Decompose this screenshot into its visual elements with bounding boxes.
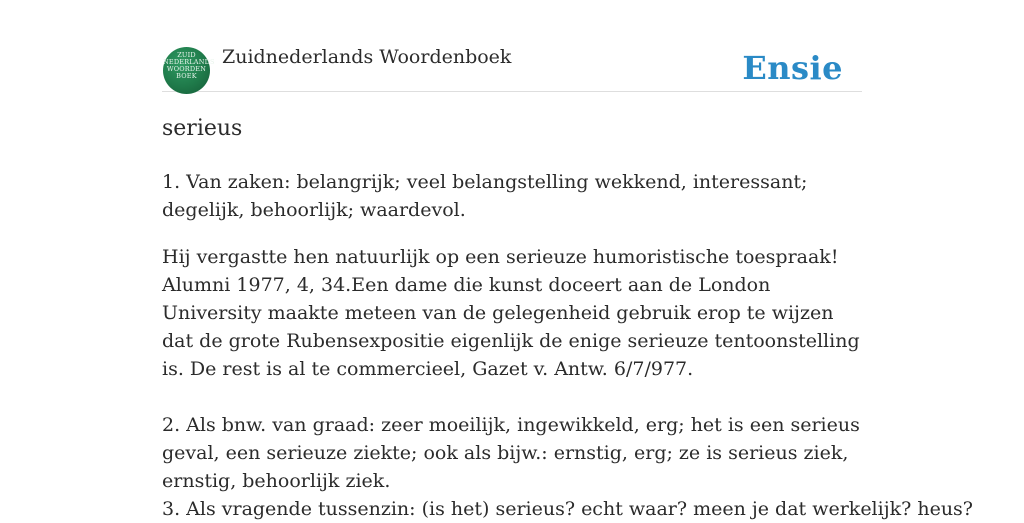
definition-1-text: 1. Van zaken: belangrijk; veel belangstelling wekkend, interessant; degelijk, behoorlijk; waardevol. bbox=[162, 171, 808, 221]
definition-3-text: 3. Als vragende tussenzin: (is het) serieus? echt waar? meen je dat werkelijk? heus? bbox=[162, 498, 973, 520]
dictionary-logo[interactable] bbox=[163, 47, 215, 94]
site-header bbox=[162, 45, 862, 92]
definition-2-text: 2. Als bnw. van graad: zeer moeilijk, ingewikkeld, erg; het is een serieus geval, een serieuze ziekte; ook als bijw.: ernstig, erg; ze is serieus ziek, ernstig, behoorlijk ziek. bbox=[162, 414, 860, 492]
definition-1 bbox=[162, 168, 862, 224]
entry-page bbox=[162, 0, 973, 520]
definition-2 bbox=[162, 411, 862, 495]
site-name-link[interactable]: Zuidnederlands Woordenboek bbox=[222, 46, 512, 68]
definition-3 bbox=[162, 495, 973, 523]
example-quote-text: Hij vergastte hen natuurlijk op een serieuze humoristische toespraak! Alumni 1977, 4, 34.Een dame die kunst doceert aan de London University maakte meteen van de gelegenheid gebruik erop te wijzen dat de grote Rubensexpositie eigenlijk de enige serieuze tentoonstelling is. De rest is al te commercieel, Gazet v. Antw. 6/7/977. bbox=[162, 246, 860, 380]
example-quote bbox=[162, 243, 862, 383]
logo-text: ZUID NEDERLANDS WOORDEN BOEK bbox=[163, 51, 215, 80]
ensie-brand-link[interactable]: Ensie bbox=[742, 49, 843, 87]
page-title: serieus bbox=[162, 116, 243, 141]
